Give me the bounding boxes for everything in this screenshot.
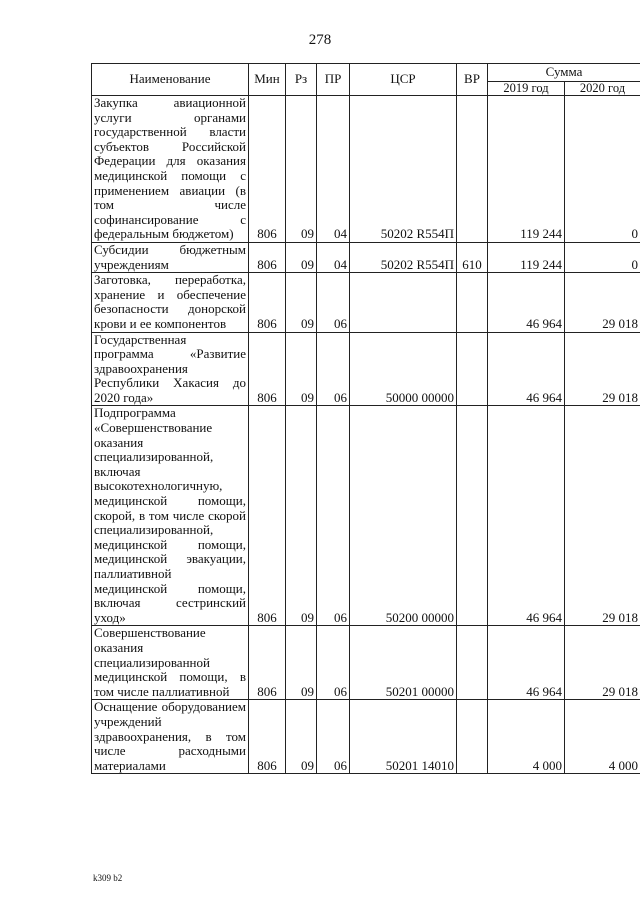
row-sum-2020: 0 <box>565 242 640 272</box>
row-vr <box>457 332 488 406</box>
row-csr: 50202 R554П <box>350 96 457 243</box>
row-pr: 06 <box>317 626 350 700</box>
row-sum-2019: 119 244 <box>488 242 565 272</box>
row-sum-2019: 46 964 <box>488 332 565 406</box>
table-row <box>92 332 640 406</box>
row-min: 806 <box>249 700 286 774</box>
row-name: Подпрограмма «Совершенствование оказания специализированной, включая высокотехнологичную, медицинской помощи, скорой, в том числе скорой специализированной, медицинской помощи, медицинской эвакуации, паллиативной медицинской помощи, включая сестринский уход» <box>92 406 249 626</box>
row-sum-2020: 0 <box>565 96 640 243</box>
row-rz: 09 <box>286 273 317 332</box>
row-rz: 09 <box>286 242 317 272</box>
header-year-2019: 2019 год <box>488 82 565 96</box>
table-row <box>92 273 640 332</box>
row-sum-2019: 46 964 <box>488 406 565 626</box>
row-rz: 09 <box>286 96 317 243</box>
row-pr: 06 <box>317 332 350 406</box>
footer-code: k309 b2 <box>93 873 123 883</box>
table-row <box>92 700 640 774</box>
row-rz: 09 <box>286 626 317 700</box>
budget-table <box>91 63 640 774</box>
row-pr: 06 <box>317 700 350 774</box>
row-pr: 04 <box>317 242 350 272</box>
row-sum-2019: 46 964 <box>488 626 565 700</box>
table-row <box>92 626 640 700</box>
header-name: Наименование <box>92 64 249 96</box>
row-pr: 04 <box>317 96 350 243</box>
row-name: Субсидии бюджетным учреждениям <box>92 242 249 272</box>
row-name: Закупка авиационной услуги органами государственной власти субъектов Российской Федерации для оказания медицинской помощи с применением авиации (в том числе софинансирование с федеральным бюджетом) <box>92 96 249 243</box>
header-vr: ВР <box>457 64 488 96</box>
row-vr <box>457 273 488 332</box>
row-vr <box>457 700 488 774</box>
row-vr <box>457 96 488 243</box>
row-min: 806 <box>249 242 286 272</box>
table-row <box>92 406 640 626</box>
row-pr: 06 <box>317 273 350 332</box>
row-sum-2020: 29 018 <box>565 332 640 406</box>
row-min: 806 <box>249 626 286 700</box>
row-sum-2020: 29 018 <box>565 273 640 332</box>
row-min: 806 <box>249 96 286 243</box>
row-sum-2020: 29 018 <box>565 406 640 626</box>
page-number: 278 <box>308 32 332 48</box>
row-csr: 50000 00000 <box>350 332 457 406</box>
row-name: Заготовка, переработка, хранение и обеспечение безопасности донорской крови и ее компонентов <box>92 273 249 332</box>
row-vr <box>457 626 488 700</box>
row-sum-2019: 46 964 <box>488 273 565 332</box>
row-name: Государственная программа «Развитие здравоохранения Республики Хакасия до 2020 года» <box>92 332 249 406</box>
row-name: Совершенствование оказания специализированной медицинской помощи, в том числе паллиативной <box>92 626 249 700</box>
row-csr: 50200 00000 <box>350 406 457 626</box>
row-min: 806 <box>249 273 286 332</box>
row-sum-2019: 119 244 <box>488 96 565 243</box>
table-row <box>92 242 640 272</box>
row-csr <box>350 273 457 332</box>
row-rz: 09 <box>286 406 317 626</box>
row-pr: 06 <box>317 406 350 626</box>
row-csr: 50201 00000 <box>350 626 457 700</box>
row-vr: 610 <box>457 242 488 272</box>
row-sum-2019: 4 000 <box>488 700 565 774</box>
row-csr: 50201 14010 <box>350 700 457 774</box>
row-rz: 09 <box>286 700 317 774</box>
row-min: 806 <box>249 406 286 626</box>
header-pr: ПР <box>317 64 350 96</box>
row-rz: 09 <box>286 332 317 406</box>
header-year-2020: 2020 год <box>565 82 640 96</box>
row-csr: 50202 R554П <box>350 242 457 272</box>
row-min: 806 <box>249 332 286 406</box>
header-sum: Сумма <box>488 64 640 82</box>
header-csr: ЦСР <box>350 64 457 96</box>
header-min: Мин <box>249 64 286 96</box>
row-vr <box>457 406 488 626</box>
row-sum-2020: 29 018 <box>565 626 640 700</box>
table-row <box>92 96 640 243</box>
header-rz: Рз <box>286 64 317 96</box>
row-name: Оснащение оборудованием учреждений здравоохранения, в том числе расходными материалами <box>92 700 249 774</box>
row-sum-2020: 4 000 <box>565 700 640 774</box>
